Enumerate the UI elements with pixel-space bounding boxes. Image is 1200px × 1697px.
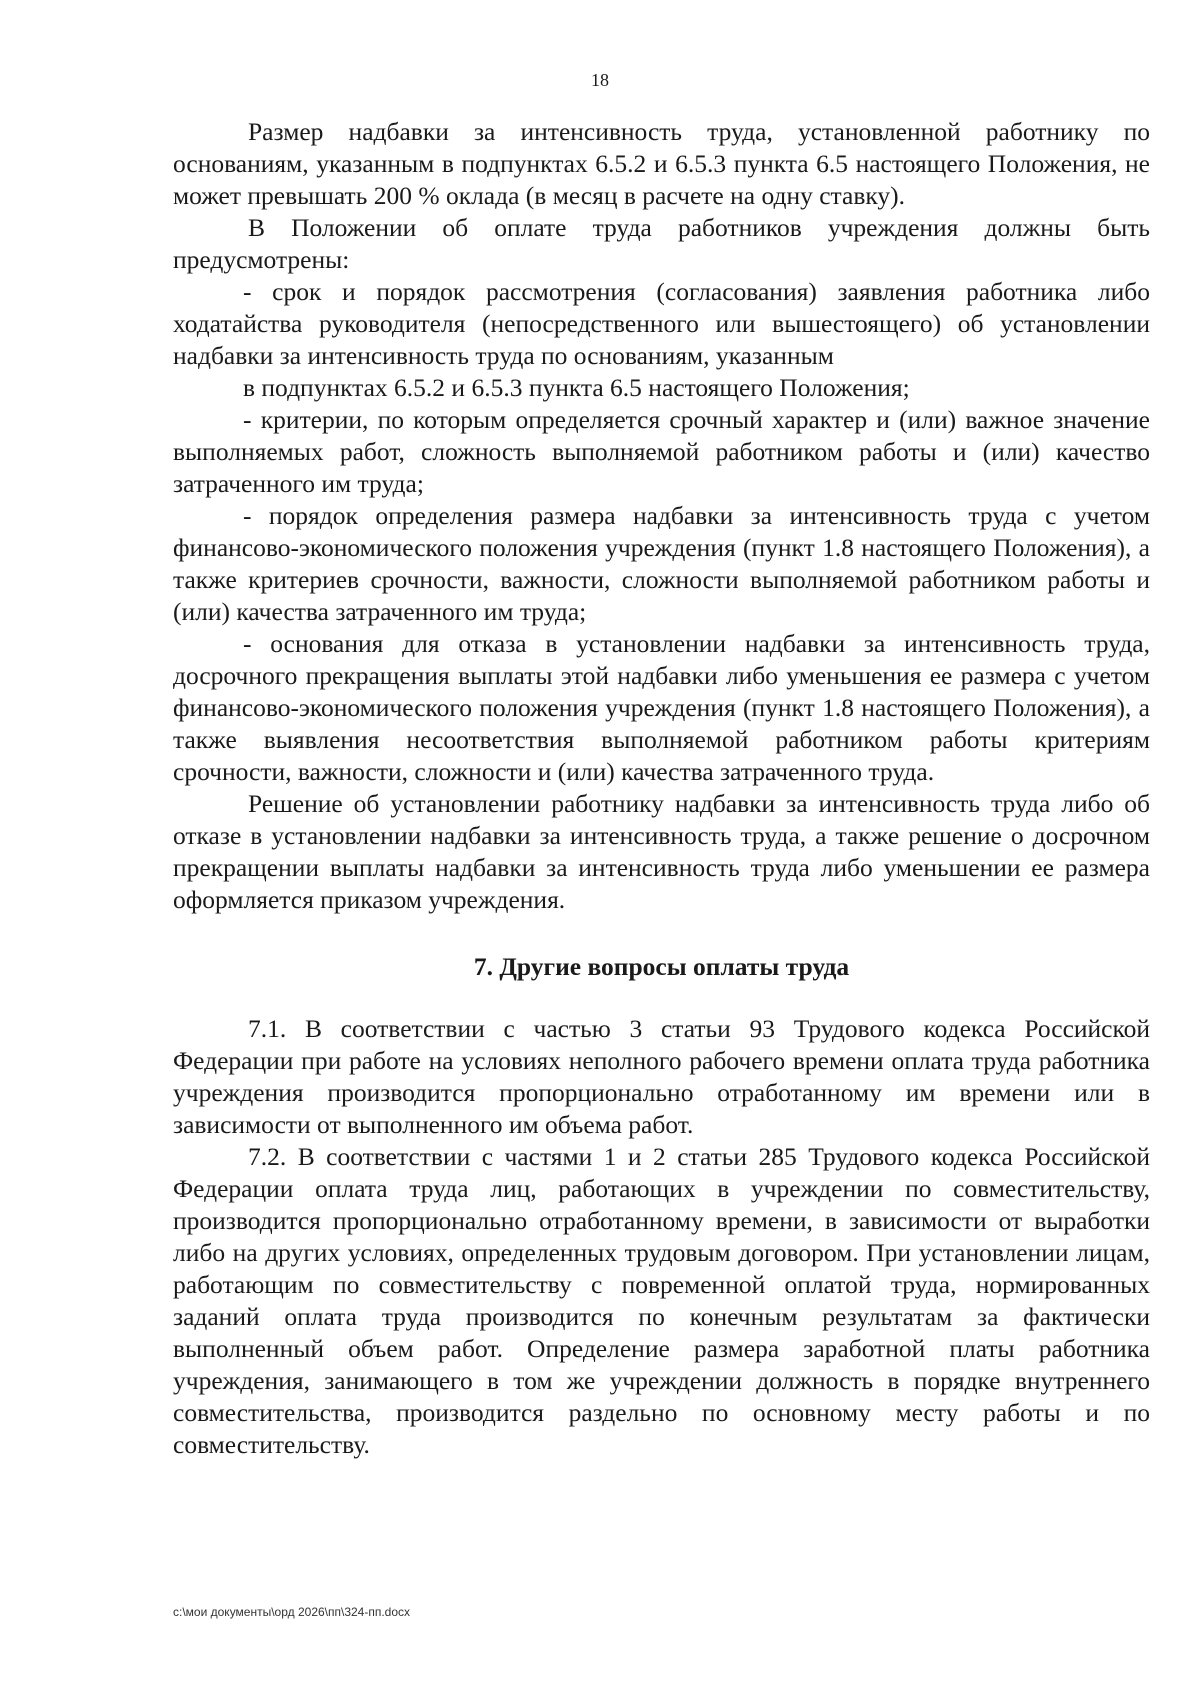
section-heading: 7. Другие вопросы оплаты труда bbox=[473, 952, 850, 981]
paragraph: Решение об установлении работнику надбавки за интенсивность труда либо об отказе в установлении надбавки за интенсивность труда, а также решение о досрочном прекращении выплаты надбавки за интенсивность труда либо уменьшении ее размера оформляется приказом учреждения. bbox=[173, 789, 1150, 914]
paragraph: В Положении об оплате труда работников учреждения должны быть предусмотрены: bbox=[173, 213, 1150, 274]
paragraph: 7.1. В соответствии с частью 3 статьи 93 Трудового кодекса Российской Федерации при работе на условиях неполного рабочего времени оплата труда работника учреждения производится пропорционально отработанному им времени или в зависимости от выполненного им объема работ. bbox=[173, 1014, 1150, 1139]
footer-file-path: c:\мои документы\орд 2026\пп\324-пп.docx bbox=[173, 1605, 411, 1619]
document-body bbox=[173, 116, 1150, 1461]
list-item: - срок и порядок рассмотрения (согласования) заявления работника либо ходатайства руководителя (непосредственного или вышестоящего) об установлении надбавки за интенсивность труда по основаниям, указанным bbox=[173, 277, 1150, 370]
list-item-continuation: в подпунктах 6.5.2 и 6.5.3 пункта 6.5 настоящего Положения; bbox=[243, 373, 910, 402]
list-item: - порядок определения размера надбавки за интенсивность труда с учетом финансово-экономического положения учреждения (пункт 1.8 настоящего Положения), а также критериев срочности, важности, сложности выполняемой работником работы и (или) качества затраченного им труда; bbox=[173, 501, 1150, 626]
paragraph: 7.2. В соответствии с частями 1 и 2 статьи 285 Трудового кодекса Российской Федерации оплата труда лиц, работающих в учреждении по совместительству, производится пропорционально отработанному времени, в зависимости от выработки либо на других условиях, определенных трудовым договором. При установлении лицам, работающим по совместительству с повременной оплатой труда, нормированных заданий оплата труда производится по конечным результатам за фактически выполненный объем работ. Определение размера заработной платы работника учреждения, занимающего в том же учреждении должность в порядке внутреннего совместительства, производится раздельно по основному месту работы и по совместительству. bbox=[173, 1142, 1150, 1459]
page-number: 18 bbox=[591, 70, 609, 90]
list-item: - основания для отказа в установлении надбавки за интенсивность труда, досрочного прекращения выплаты этой надбавки либо уменьшения ее размера с учетом финансово-экономического положения учреждения (пункт 1.8 настоящего Положения), а также выявления несоответствия выполняемой работником работы критериям срочности, важности, сложности и (или) качества затраченного труда. bbox=[173, 629, 1150, 786]
paragraph: Размер надбавки за интенсивность труда, установленной работнику по основаниям, указанным в подпунктах 6.5.2 и 6.5.3 пункта 6.5 настоящего Положения, не может превышать 200 % оклада (в месяц в расчете на одну ставку). bbox=[173, 117, 1150, 210]
list-item: - критерии, по которым определяется срочный характер и (или) важное значение выполняемых работ, сложность выполняемой работником работы и (или) качество затраченного им труда; bbox=[173, 405, 1150, 498]
